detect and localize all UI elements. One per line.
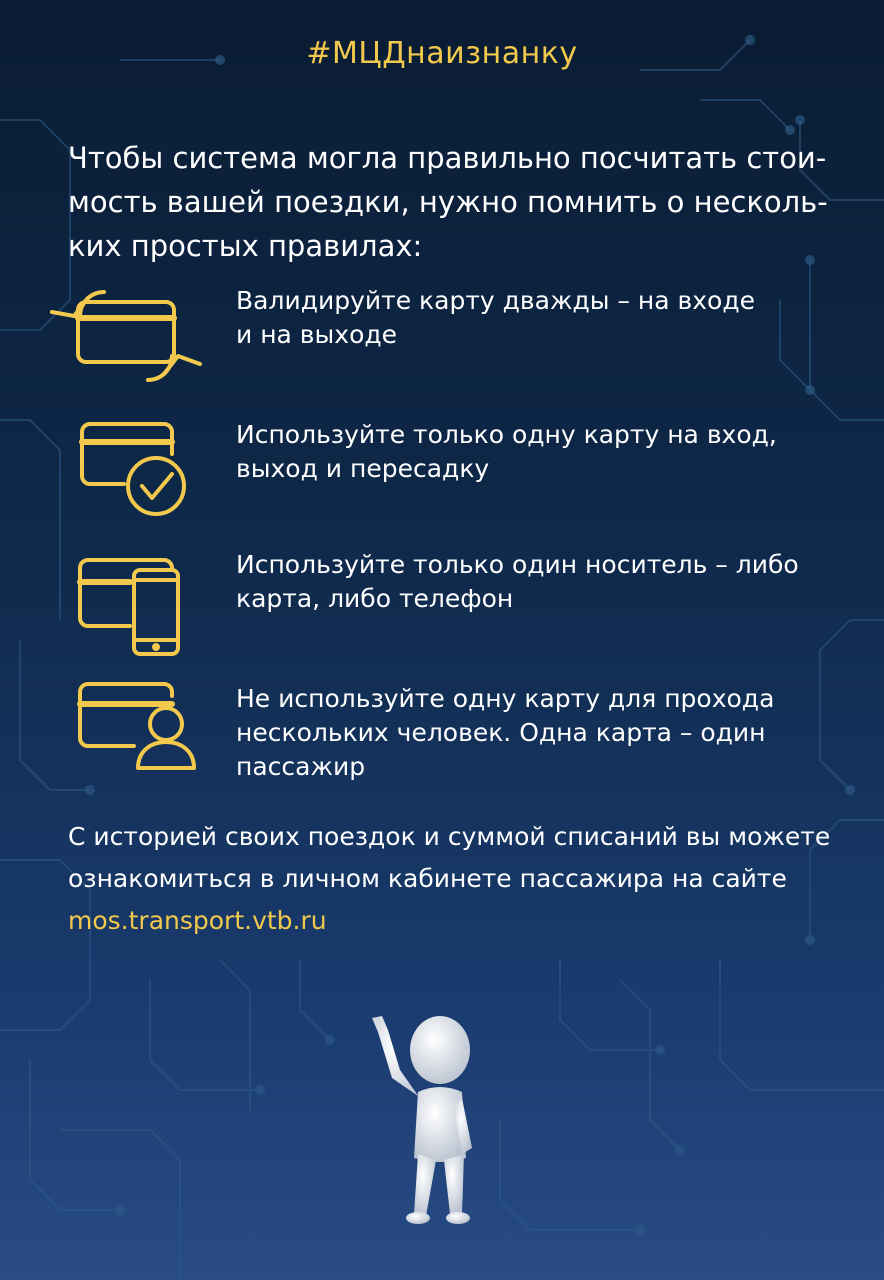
rule-text: Используйте только одну карту на вход, выход и пересадку xyxy=(236,420,777,483)
rule-text: Не используйте одну карту для прохода нескольких человек. Одна карта – один пассажир xyxy=(236,684,775,781)
card-double-validate-icon xyxy=(44,284,214,394)
rule-item xyxy=(0,682,884,812)
hashtag-title: #МЦДнаизнанку xyxy=(306,36,578,71)
rule-item xyxy=(0,284,884,414)
footer-text-block xyxy=(68,816,848,942)
rule-item xyxy=(0,548,884,678)
rule-text: Валидируйте карту дважды – на входе и на выходе xyxy=(236,286,756,349)
card-person-icon xyxy=(44,682,214,792)
intro-text: Чтобы система могла правильно посчитать стои- мость вашей поездки, нужно помнить о несколь- ких простых правилах: xyxy=(68,141,828,263)
rule-text: Используйте только один носитель – либо карта, либо телефон xyxy=(236,550,799,613)
rule-item xyxy=(0,418,884,548)
card-phone-icon xyxy=(44,548,214,658)
footer-text: С историей своих поездок и суммой списаний вы можете ознакомиться в личном кабинете пассажира на сайте xyxy=(68,822,831,893)
card-check-icon xyxy=(44,418,214,528)
site-link[interactable]: mos.transport.vtb.ru xyxy=(68,906,327,935)
waving-figure-illustration xyxy=(352,1008,512,1228)
